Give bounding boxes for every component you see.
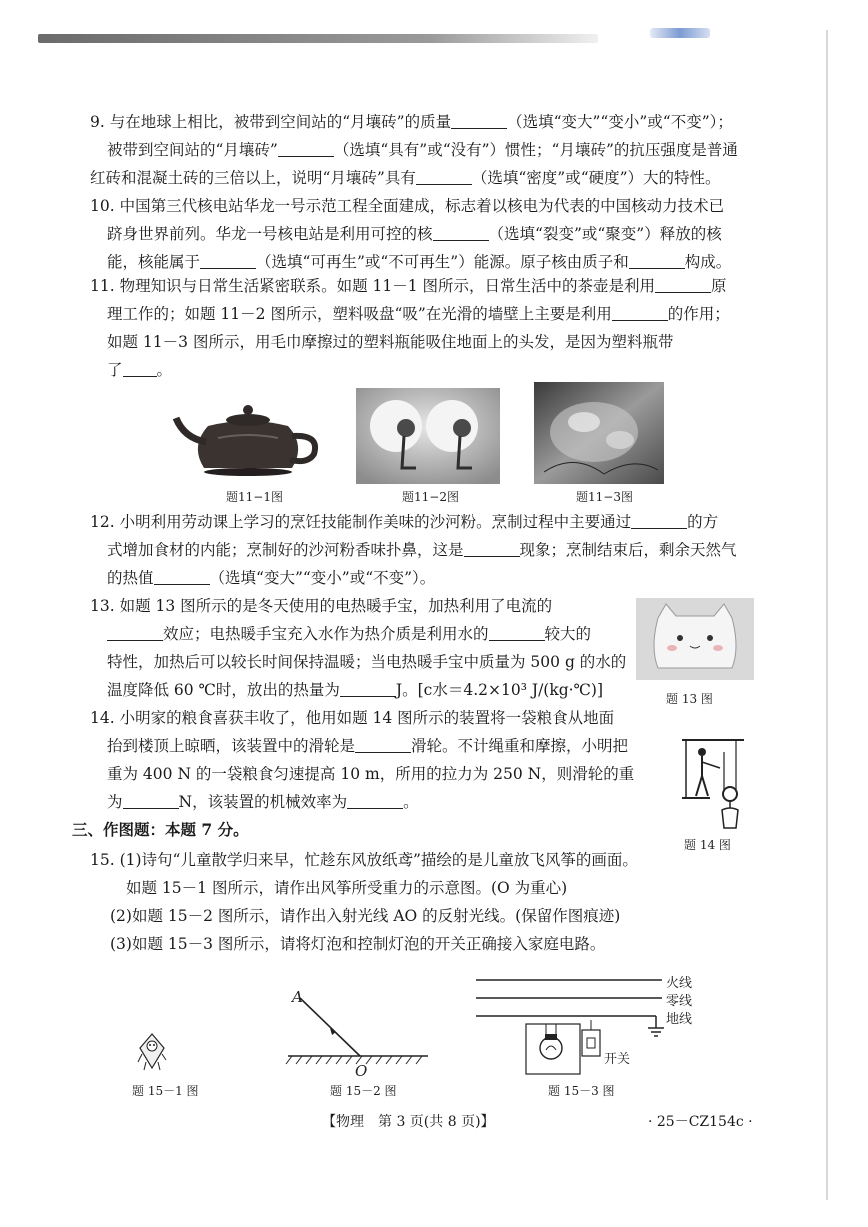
answer-blank[interactable] [655, 276, 711, 293]
answer-blank[interactable] [416, 168, 472, 185]
fig-11-1-caption: 题11−1图 [226, 490, 283, 504]
neutral-wire-label: 零线 [666, 994, 693, 1009]
answer-blank[interactable] [631, 512, 687, 529]
q13-text-1: 13. 如题 13 图所示的是冬天使用的电热暖手宝，加热利用了电流的 [90, 597, 553, 615]
q14-text-4b: N，该装置的机械效率为 [178, 793, 348, 811]
question-10 [90, 192, 760, 276]
q14-text-2b: 滑轮。不计绳重和摩擦，小明把 [411, 737, 629, 755]
kite-figure [134, 1032, 170, 1072]
question-11 [90, 272, 760, 384]
q12-text-3: 的热值 [107, 569, 154, 587]
q11-text-3: 如题 11－3 图所示，用毛巾摩擦过的塑料瓶能吸住地面上的头发，是因为塑料瓶带 [107, 333, 674, 351]
question-13 [90, 592, 630, 704]
question-9 [90, 108, 760, 192]
answer-blank[interactable] [489, 624, 545, 641]
q13-text-4b: J。[c水＝4.2×10³ J/(kg·℃)] [395, 681, 604, 699]
page-footer: 【物理 第 3 页(共 8 页)】 [322, 1114, 495, 1130]
q14-text-4c: 。 [403, 793, 419, 811]
point-a-label: A [292, 988, 303, 1006]
q9-text-2b: （选填“具有”或“没有”）惯性；“月壤砖”的抗压强度是普通 [333, 141, 738, 159]
plastic-bottle-figure [534, 382, 664, 484]
q12-text-1: 12. 小明利用劳动课上学习的烹饪技能制作美味的沙河粉。烹制过程中主要通过 [90, 513, 632, 531]
answer-blank[interactable] [464, 540, 520, 557]
q10-text-3c: 构成。 [684, 253, 732, 271]
answer-blank[interactable] [107, 624, 163, 641]
suction-cup-figure [356, 388, 500, 484]
q14-text-1: 14. 小明家的粮食喜获丰收了，他用如题 14 图所示的装置将一袋粮食从地面 [90, 709, 615, 727]
q9-text-1: 9. 与在地球上相比，被带到空间站的“月壤砖”的质量 [90, 113, 452, 131]
section-3-title: 三、作图题：本题 7 分。 [72, 820, 249, 839]
question-15 [90, 846, 760, 958]
teapot-figure [168, 398, 328, 480]
fig-14-caption: 题 14 图 [684, 838, 731, 852]
q10-text-2b: （选填“裂变”或“聚变”）释放的核 [488, 225, 722, 243]
q12-text-2b: 现象；烹制结束后，剩余天然气 [519, 541, 737, 559]
paper-code: · 25－CZ154c · [648, 1114, 753, 1130]
answer-blank[interactable] [278, 140, 334, 157]
q15-text-3: (2)如题 15－2 图所示，请作出入射光线 AO 的反射光线。(保留作图痕迹) [110, 907, 621, 925]
hand-warmer-figure [636, 598, 754, 680]
q12-text-1b: 的方 [687, 513, 719, 531]
q13-text-3: 特性，加热后可以较长时间保持温暖；当电热暖手宝中质量为 500 g 的水的 [107, 653, 627, 671]
q14-text-4: 为 [107, 793, 123, 811]
q13-text-2c: 较大的 [544, 625, 592, 643]
answer-blank[interactable] [612, 304, 668, 321]
answer-blank[interactable] [200, 252, 256, 269]
q10-text-2: 跻身世界前列。华龙一号核电站是利用可控的核 [107, 225, 433, 243]
answer-blank[interactable] [340, 680, 396, 697]
fig-11-2-caption: 题11−2图 [402, 490, 459, 504]
answer-blank[interactable] [123, 792, 179, 809]
ground-wire-label: 地线 [666, 1012, 693, 1027]
switch-label: 开关 [604, 1052, 631, 1067]
q15-text-2: 如题 15－1 图所示，请作出风筝所受重力的示意图。(O 为重心) [126, 879, 568, 897]
q14-text-3: 重为 400 N 的一袋粮食匀速提高 10 m，所用的拉力为 250 N，则滑轮的重 [107, 765, 635, 783]
q10-text-3: 能，核能属于 [107, 253, 201, 271]
answer-blank[interactable] [347, 792, 403, 809]
q15-text-4: (3)如题 15－3 图所示，请将灯泡和控制灯泡的开关正确接入家庭电路。 [110, 935, 606, 953]
q11-text-2: 理工作的；如题 11－2 图所示，塑料吸盘“吸”在光滑的墙壁上主要是利用 [107, 305, 612, 323]
fig-15-3-caption: 题 15－3 图 [548, 1084, 615, 1098]
q9-text-1b: （选填“变大”“变小”或“不变”）； [507, 113, 733, 131]
q9-text-2: 被带到空间站的“月壤砖” [107, 141, 278, 159]
point-o-label: O [355, 1062, 368, 1080]
fig-15-2-caption: 题 15－2 图 [330, 1084, 397, 1098]
fig-15-1-caption: 题 15－1 图 [132, 1084, 199, 1098]
q11-text-1b: 原 [711, 277, 727, 295]
fig-11-3-caption: 题11−3图 [576, 490, 633, 504]
q11-text-2b: 的作用； [667, 305, 730, 323]
q11-text-4b: 。 [156, 361, 173, 379]
q9-text-3: 红砖和混凝土砖的三倍以上，说明“月壤砖”具有 [90, 169, 416, 187]
answer-blank[interactable] [123, 360, 157, 377]
answer-blank[interactable] [154, 568, 210, 585]
q9-text-3b: （选填“密度”或“硬度”）大的特性。 [471, 169, 721, 187]
scan-blue-mark [650, 28, 710, 38]
q12-text-2: 式增加食材的内能；烹制好的沙河粉香味扑鼻，这是 [107, 541, 464, 559]
q11-text-4: 了 [107, 361, 123, 379]
section-3-heading [72, 816, 742, 844]
question-12 [90, 508, 760, 592]
answer-blank[interactable] [629, 252, 685, 269]
q14-text-2: 抬到楼顶上晾晒，该装置中的滑轮是 [107, 737, 356, 755]
q10-text-3b: （选填“可再生”或“不可再生”）能源。原子核由质子和 [256, 253, 629, 271]
q10-text-1: 10. 中国第三代核电站华龙一号示范工程全面建成，标志着以核电为代表的中国核动力技术已 [90, 197, 725, 215]
answer-blank[interactable] [433, 224, 489, 241]
q12-text-3b: （选填“变大”“变小”或“不变”）。 [209, 569, 436, 587]
answer-blank[interactable] [355, 736, 411, 753]
fig-13-caption: 题 13 图 [666, 692, 713, 706]
answer-blank[interactable] [451, 112, 507, 129]
q13-text-2: 效应；电热暖手宝充入水作为热介质是利用水的 [163, 625, 489, 643]
circuit-figure [470, 972, 670, 1082]
live-wire-label: 火线 [666, 976, 693, 991]
q13-text-4: 温度降低 60 ℃时，放出的热量为 [107, 681, 340, 699]
question-14 [90, 704, 670, 816]
q15-text-1: 15. (1)诗句“儿童散学归来早，忙趁东风放纸鸢”描绘的是儿童放飞风筝的画面。 [90, 851, 638, 869]
q11-text-1: 11. 物理知识与日常生活紧密联系。如题 11－1 图所示，日常生活中的茶壶是利用 [90, 277, 656, 295]
scan-right-edge [826, 30, 828, 1200]
scan-top-bar [38, 34, 598, 43]
